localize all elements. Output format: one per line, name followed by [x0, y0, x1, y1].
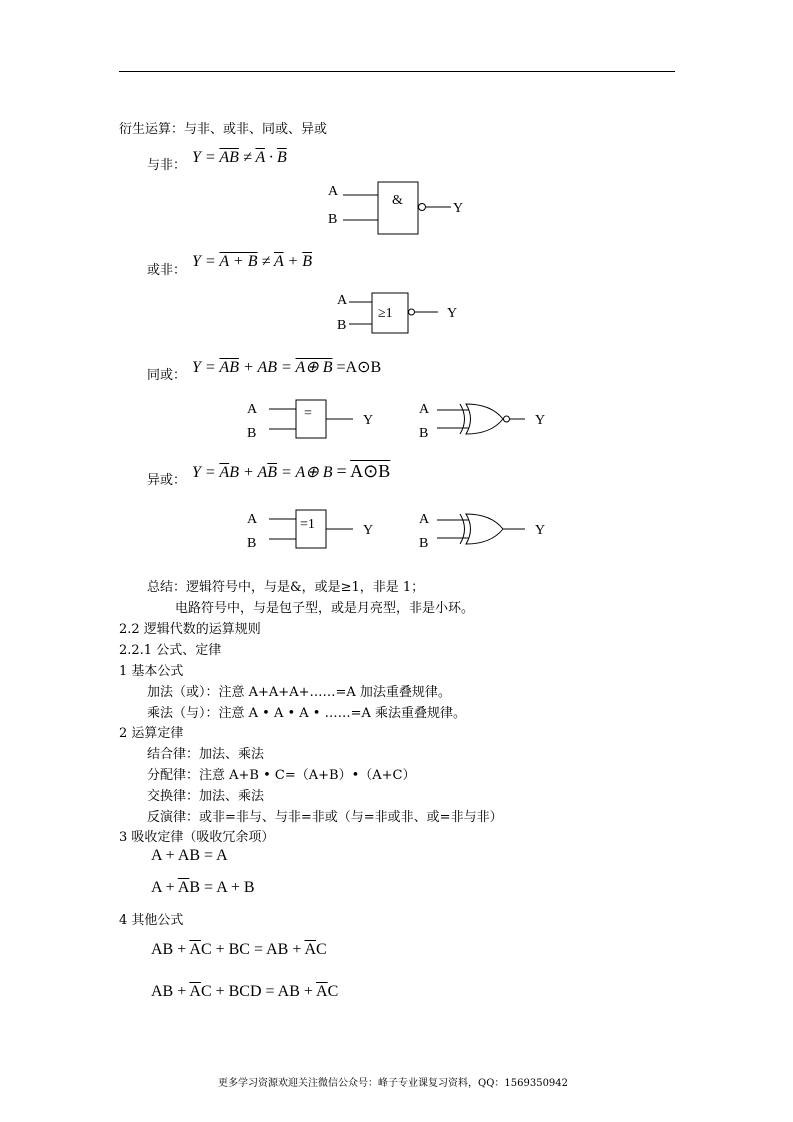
- absorption-eq-1: A + AB = A: [151, 847, 228, 864]
- summary-line-1: 总结：逻辑符号中，与是&，或是≥1，非是 1；: [147, 580, 425, 595]
- nand-gate-box: [378, 182, 418, 234]
- xor-symbol-diagram: [417, 508, 552, 552]
- nand-label: 与非：: [147, 158, 187, 173]
- xnor-symbol-output-y: Y: [535, 413, 546, 428]
- summary-line-2: 电路符号中，与是包子型，或是月亮型，非是小环。: [175, 601, 475, 616]
- nor-label: 或非：: [147, 263, 187, 278]
- item3-title: 3 吸收定律（吸收冗余项）: [119, 830, 275, 845]
- item2-distributive: 分配律：注意 A+B • C=（A+B）•（A+C）: [147, 768, 416, 783]
- xnor-symbol-diagram: [417, 398, 552, 442]
- nor-input-a: A: [337, 293, 348, 308]
- nor-input-b: B: [337, 318, 347, 333]
- derived-ops-heading: 衍生运算：与非、或非、同或、异或: [119, 122, 328, 137]
- nor-gate-diagram: [335, 289, 475, 339]
- section-2-2-1-heading: 2.2.1 公式、定律: [119, 643, 222, 658]
- nand-gate-symbol: &: [392, 193, 403, 208]
- item1-title: 1 基本公式: [119, 664, 184, 679]
- xnor-symbol-input-a: A: [419, 402, 430, 417]
- xor-formula: $Y = \overline{A}B + A\overline{B}$ = A⊕ B = A⊙B: [192, 461, 391, 481]
- header-rule: [119, 71, 675, 72]
- item2-commutative: 交换律：加法、乘法: [147, 789, 265, 804]
- nor-formula: $Y = A + B \ne \overline{A} + \overline{B}$: [192, 253, 313, 270]
- xor-gate-shape: [466, 514, 503, 544]
- section-2-2-heading: 2.2 逻辑代数的运算规则: [119, 622, 261, 637]
- nand-input-a: A: [328, 184, 339, 199]
- nor-bubble: [409, 309, 415, 315]
- xnor-formula: $Y = \overline{A}\overline{B}$ + AB = A⊕ B =A⊙B: [192, 359, 382, 376]
- xor-symbol-input-b: B: [419, 536, 429, 551]
- nand-input-b: B: [328, 212, 338, 227]
- xnor-gate-shape: [466, 404, 503, 434]
- item2-title: 2 运算定律: [119, 726, 184, 741]
- item2-demorgan: 反演律：或非=非与、与非=非或（与=非或非、或=非与非）: [147, 810, 503, 825]
- xnor-box-input-a: A: [247, 402, 258, 417]
- xor-gate-symbol: =1: [300, 517, 315, 532]
- xor-box-output-y: Y: [363, 523, 374, 538]
- xnor-symbol-input-b: B: [419, 426, 429, 441]
- xor-label: 异或：: [147, 473, 187, 488]
- xor-box-diagram: [245, 508, 374, 552]
- xor-box-input-b: B: [247, 536, 257, 551]
- xnor-gate-symbol: =: [304, 406, 312, 421]
- xnor-box-output-y: Y: [363, 413, 374, 428]
- item1-multiplication: 乘法（与）：注意 A • A • A • ……=A 乘法重叠规律。: [147, 706, 467, 721]
- nand-formula: $Y = \overline{AB} \ne \overline{A} \cdot \overline{B}$: [192, 149, 287, 166]
- page-footer: 更多学习资源欢迎关注微信公众号：峰子专业课复习资料，QQ：1569350942: [218, 1078, 569, 1089]
- item2-associative: 结合律：加法、乘法: [147, 747, 265, 762]
- nor-gate-symbol: ≥1: [378, 306, 393, 321]
- xnor-box-input-b: B: [247, 426, 257, 441]
- nand-bubble: [419, 204, 426, 211]
- xnor-label: 同或：: [147, 368, 187, 383]
- item1-addition: 加法（或）：注意 A+A+A+……=A 加法重叠规律。: [147, 685, 451, 700]
- xor-box-input-a: A: [247, 512, 258, 527]
- other-eq-1: AB + $\overline{A}C$ + BC = AB + $\overline{A}C$: [151, 941, 327, 958]
- nand-gate-diagram: [325, 180, 465, 240]
- xnor-bubble: [504, 416, 510, 422]
- xnor-box-diagram: [245, 398, 374, 442]
- absorption-eq-2: $A + \overline{A}B = A + B$: [151, 879, 255, 896]
- nand-output-y: Y: [453, 201, 464, 216]
- xor-symbol-output-y: Y: [535, 523, 546, 538]
- item4-title: 4 其他公式: [119, 913, 184, 928]
- xor-symbol-input-a: A: [419, 512, 430, 527]
- nor-output-y: Y: [447, 306, 458, 321]
- other-eq-2: AB + $\overline{A}C$ + BCD = AB + $\overline{A}C$: [151, 983, 339, 1000]
